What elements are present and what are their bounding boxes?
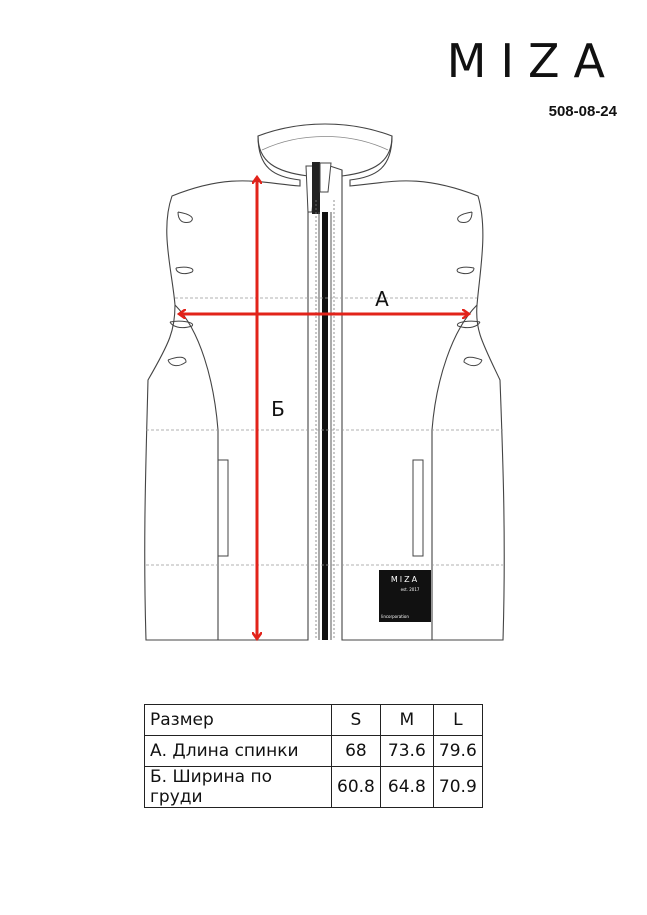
header-s: S bbox=[332, 705, 381, 736]
cell-value: 73.6 bbox=[380, 736, 433, 767]
collar-inner bbox=[262, 137, 388, 151]
cell-value: 70.9 bbox=[433, 767, 482, 808]
size-table bbox=[144, 704, 483, 808]
table-row bbox=[145, 736, 483, 767]
header-m: M bbox=[380, 705, 433, 736]
left-pocket bbox=[218, 460, 228, 556]
cell-value: 68 bbox=[332, 736, 381, 767]
zipper-pull bbox=[312, 162, 320, 214]
brand-logo: MIZA bbox=[446, 34, 619, 88]
row-label-chest-width: Б. Ширина по груди bbox=[145, 767, 332, 808]
size-table-header-row bbox=[145, 705, 483, 736]
tag-bottom-text: lincorporation bbox=[381, 614, 409, 619]
cell-value: 79.6 bbox=[433, 736, 482, 767]
header-l: L bbox=[433, 705, 482, 736]
zipper bbox=[322, 212, 328, 640]
label-a: А bbox=[375, 287, 389, 311]
table-row bbox=[145, 767, 483, 808]
cell-value: 60.8 bbox=[332, 767, 381, 808]
tag-brand-text: MIZA bbox=[390, 575, 420, 584]
row-label-back-length: А. Длина спинки bbox=[145, 736, 332, 767]
cell-value: 64.8 bbox=[380, 767, 433, 808]
right-pocket bbox=[413, 460, 423, 556]
article-number: 508-08-24 bbox=[548, 103, 617, 120]
tag-small-text: est. 2017 bbox=[400, 587, 420, 592]
header-size: Размер bbox=[145, 705, 332, 736]
label-b: Б bbox=[271, 397, 285, 421]
